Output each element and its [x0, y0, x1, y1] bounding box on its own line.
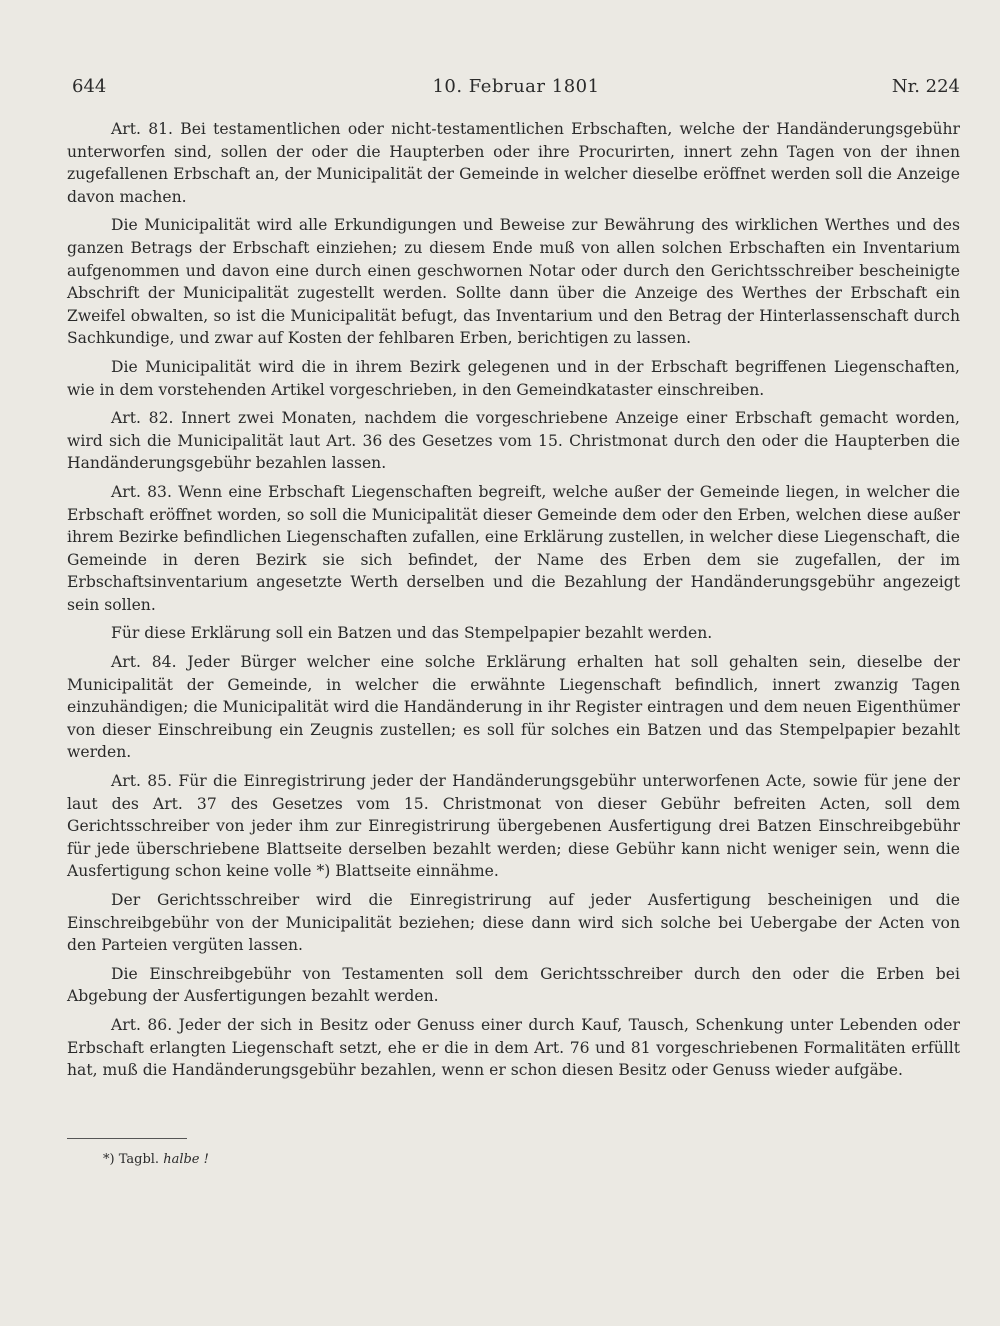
paragraph-art-83: Art. 83. Wenn eine Erbschaft Liegenschaften begreift, welche außer der Gemeinde liegen, in welcher die Erbschaft eröffnet worden, so soll die Municipalität dieser Gemeinde dem oder den Erben, welchen diese außer ihrem Bezirke befindlichen Liegenschaften zufallen, eine Erklärung zustellen, in welcher diese Liegenschaft, die Gemeinde in deren Bezirk sie sich befindet, der Name des Erben dem sie zugefallen, der im Erbschaftsinventarium angesetzte Werth derselben und die Bezahlung der Handänderungsgebühr angezeigt sein sollen. — [67, 482, 960, 614]
paragraph: Der Gerichtsschreiber wird die Einregistrirung auf jeder Ausfertigung bescheinigen und die Einschreibgebühr von der Municipalität beziehen; diese dann wird sich solche bei Uebergabe der Acten von den Parteien vergüten lassen. — [67, 891, 960, 955]
page-number: 644 — [72, 76, 107, 97]
paragraph: Die Municipalität wird die in ihrem Bezirk gelegenen und in der Erbschaft begriffenen Liegenschaften, wie in dem vorstehenden Artikel vorgeschrieben, in den Gemeindkataster einschreiben. — [67, 357, 960, 399]
paragraph: Die Municipalität wird alle Erkundigungen und Beweise zur Bewährung des wirklichen Werthes und des ganzen Betrags der Erbschaft einziehen; zu diesem Ende muß von allen solchen Erbschaften ein Inventarium aufgenommen und davon eine durch einen geschwornen Notar oder durch den Gerichtsschreiber bescheinigte Abschrift der Municipalität zugestellt werden. Sollte dann über die Anzeige des Werthes der Erbschaft ein Zweifel obwalten, so ist die Municipalität befugt, das Inventarium und den Betrag der Hinterlassenschaft durch Sachkundige, und zwar auf Kosten der fehlbaren Erben, berichtigen zu lassen. — [67, 216, 960, 348]
paragraph-art-86: Art. 86. Jeder der sich in Besitz oder Genuss einer durch Kauf, Tausch, Schenkung unter Lebenden oder Erbschaft erlangten Liegenschaft setzt, ehe er die in dem Art. 76 und 81 vorgeschriebenen Formalitäten erfüllt hat, muß die Handänderungsgebühr bezahlen, wenn er schon diesen Besitz oder Genuss wieder aufgäbe. — [67, 1015, 960, 1080]
paragraph-art-81: Art. 81. Bei testamentlichen oder nicht-testamentlichen Erbschaften, welche der Handänderungsgebühr unterworfen sind, sollen der oder die Haupterben oder ihre Procurirten, innert zehn Tagen von der ihnen zugefallenen Erbschaft an, der Municipalität der Gemeinde in welcher dieselbe eröffnet werden soll die Anzeige davon machen. — [67, 120, 960, 206]
footnote-text: halbe ! — [163, 1152, 209, 1167]
paragraph-art-84: Art. 84. Jeder Bürger welcher eine solche Erklärung erhalten hat soll gehalten sein, dieselbe der Municipalität der Gemeinde, in welcher die erwähnte Liegenschaft befindlich, innert zwanzig Tagen einzuhändigen; die Municipalität wird die Handänderung in ihr Register eintragen und dem neuen Eigenthümer von dieser Einschreibung ein Zeugnis zustellen; es soll für solches ein Batzen und das Stempelpapier bezahlt werden. — [67, 653, 960, 762]
footnote-divider — [67, 1138, 187, 1139]
paragraph-art-85: Art. 85. Für die Einregistrirung jeder der Handänderungsgebühr unterworfenen Acte, sowie für jene der laut des Art. 37 des Gesetzes vom 15. Christmonat von dieser Gebühr befreiten Acten, soll dem Gerichtsschreiber von jeder ihm zur Einregistrirung übergebenen Ausfertigung drei Batzen Einschreibgebühr für jede überschriebene Blattseite derselben bezahlt werden; diese Gebühr kann nicht weniger sein, wenn die Ausfertigung schon keine volle *) Blattseite einnähme. — [67, 772, 960, 881]
paragraph: Für diese Erklärung soll ein Batzen und das Stempelpapier bezahlt werden. — [111, 624, 713, 643]
body-text — [67, 118, 960, 1088]
running-header — [72, 76, 960, 104]
document-number: Nr. 224 — [891, 76, 960, 97]
footnote — [103, 1152, 209, 1167]
header-date: 10. Februar 1801 — [432, 76, 600, 97]
paragraph: Die Einschreibgebühr von Testamenten soll dem Gerichtsschreiber durch den oder die Erben bei Abgebung der Ausfertigungen bezahlt werden. — [67, 964, 960, 1006]
footnote-marker: *) Tagbl. — [103, 1152, 160, 1167]
paragraph-art-82: Art. 82. Innert zwei Monaten, nachdem die vorgeschriebene Anzeige einer Erbschaft gemacht worden, wird sich die Municipalität laut Art. 36 des Gesetzes vom 15. Christmonat durch den oder die Haupterben die Handänderungsgebühr bezahlen lassen. — [67, 409, 960, 473]
